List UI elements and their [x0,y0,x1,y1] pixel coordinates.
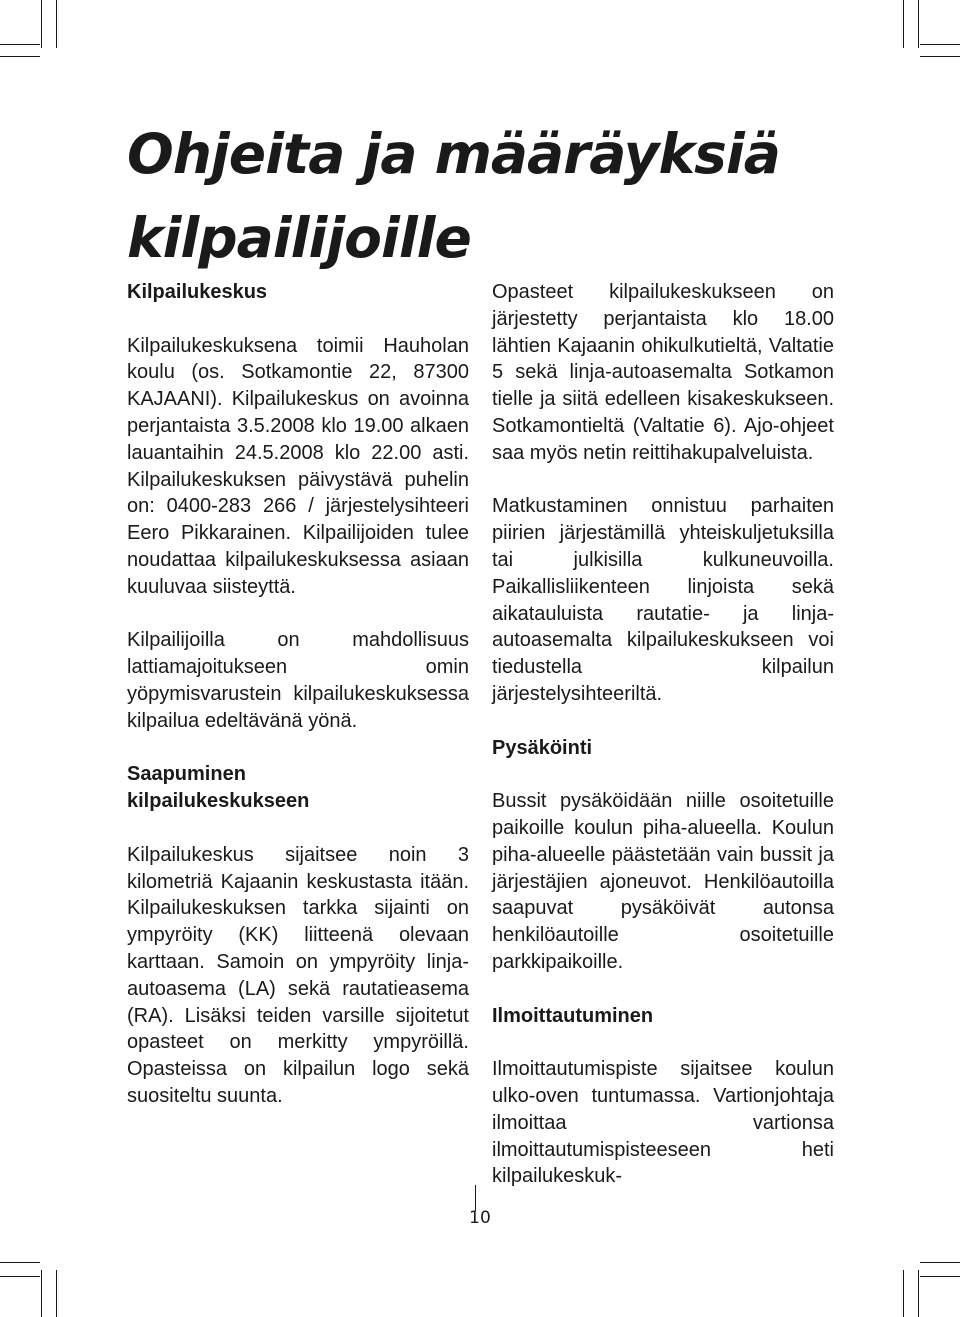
page-number: 10 [469,1208,491,1228]
paragraph-opasteet: Opasteet kilpailukeskukseen on järjestetty perjantaista klo 18.00 lähtien Kajaanin ohikulkutieltä, Valtatie 5 sekä linja-autoasemalta Sotkamon tielle ja siitä edelleen kisakeskukseen. Sotkamontieltä (Valtatie 6). Ajo-ohjeet saa myös netin reittihakupalveluista. [492,281,834,464]
crop-mark [0,1276,40,1277]
heading-ilmoittautuminen: Ilmoittautuminen [492,1004,654,1027]
crop-mark [918,1270,919,1317]
crop-mark [41,0,42,48]
heading-saapuminen-line1: Saapuminen [127,763,246,786]
paragraph-lattiamajoitus: Kilpailijoilla on mahdollisuus lattiamajoitukseen omin yöpymisvarustein kilpailukeskuksessa kilpailua edeltävänä yönä. [127,629,469,732]
crop-mark [41,1270,42,1317]
heading-saapuminen [127,761,469,815]
crop-mark [56,0,57,48]
crop-mark [918,0,919,48]
heading-saapuminen-line2: kilpailukeskukseen [127,790,310,813]
crop-mark [0,1262,40,1263]
heading-kilpailukeskus: Kilpailukeskus [127,281,268,303]
crop-mark [0,44,40,45]
page-title-line1: Ohjeita ja määräyksiä [127,122,780,186]
crop-mark [903,1270,904,1317]
left-column [127,279,469,1137]
crop-mark [920,44,960,45]
right-column [492,279,834,1217]
page-title [127,112,887,280]
crop-mark [903,0,904,48]
heading-pysakointi: Pysäköinti [492,736,593,759]
crop-mark [0,56,40,57]
paragraph-saapuminen: Kilpailukeskus sijaitsee noin 3 kilometriä Kajaanin keskustasta itään. Kilpailukeskuksen tarkka sijainti on ympyröity (KK) liitteenä olevaan karttaan. Samoin on ympyröity linja-autoasema (LA) sekä rautatieasema (RA). Lisäksi teiden varsille sijoitetut opasteet on merkitty ympyröillä. Opasteissa on kilpailun logo sekä suositeltu suunta. [127,843,469,1107]
crop-mark [920,1276,960,1277]
paragraph-matkustaminen: Matkustaminen onnistuu parhaiten piirien järjestämillä yhteiskuljetuksilla tai julkisilla kulkuneuvoilla. Paikallisliikenteen linjoista sekä aikatauluista rautatie- ja linja-autoasemalta kilpailukeskukseen voi tiedustella kilpailun järjestelysihteeriltä. [492,495,834,705]
crop-mark [920,56,960,57]
crop-mark [920,1262,960,1263]
paragraph-ilmoittautuminen: Ilmoittautumispiste sijaitsee koulun ulko-oven tuntumassa. Vartionjohtaja ilmoittaa vartionsa ilmoittautumispisteeseen heti kilpailukeskuk- [492,1058,834,1188]
paragraph-pysakointi: Bussit pysäköidään niille osoitetuille paikoille koulun piha-alueella. Koulun piha-alueelle päästetään vain bussit ja järjestäjien ajoneuvot. Henkilöautoilla saapuvat pysäköivät autonsa henkilöautoille osoitetuille parkkipaikoille. [492,790,834,973]
page-title-line2: kilpailijoille [127,206,471,270]
paragraph-kilpailukeskus: Kilpailukeskuksena toimii Hauholan koulu (os. Sotkamontie 22, 87300 KAJAANI). Kilpailukeskus on avoinna perjantaista 3.5.2008 klo 19.00 alkaen lauantaihin 24.5.2008 klo 22.00 asti. Kilpailukeskuksen päivystävä puhelin on: 0400-283 266 / järjestelysihteeri Eero Pikkarainen. Kilpailijoiden tulee noudattaa kilpailukeskuksessa asiaan kuuluvaa siisteyttä. [127,334,469,598]
crop-mark [56,1270,57,1317]
